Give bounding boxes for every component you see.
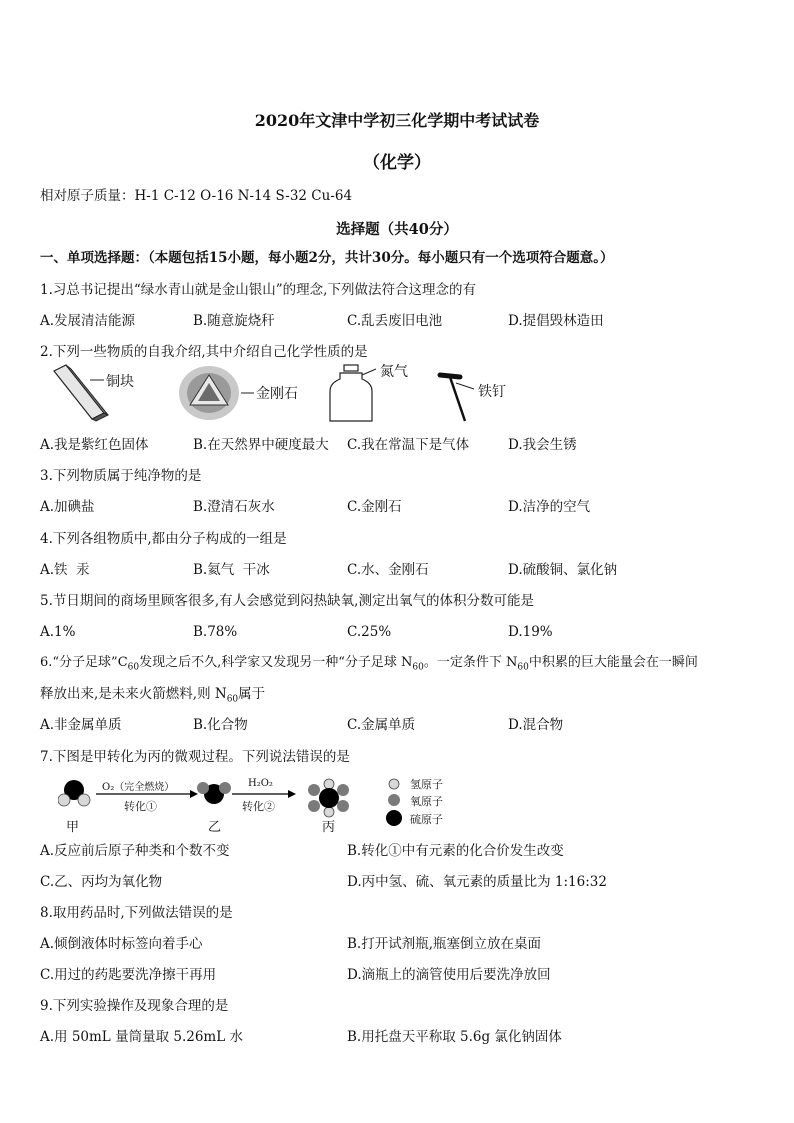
- exam-subtitle: （化学）: [363, 153, 431, 173]
- q1-option-c: C.乱丢废旧电池: [347, 313, 443, 329]
- q6-sub-4: 60: [226, 694, 239, 705]
- q7-option-a: A.反应前后原子种类和个数不变: [40, 843, 230, 859]
- q6-text-4: 中积累的巨大能量会在一瞬间: [528, 655, 698, 670]
- q1-option-a: A.发展清洁能源: [40, 313, 136, 329]
- exam-title: 2020年文津中学初三化学期中考试试卷: [254, 111, 540, 130]
- q7-stem: 7.下图是甲转化为丙的微观过程。下列说法错误的是: [40, 749, 350, 765]
- arrow1-top-label: O₂（完全燃烧）: [102, 782, 175, 793]
- q6-option-a: A.非金属单质: [40, 717, 122, 733]
- q2-option-a: A.我是紫红色固体: [40, 437, 149, 453]
- q3-option-a: A.加碘盐: [40, 499, 95, 515]
- nitrogen-label: 氮气: [380, 364, 408, 380]
- q2-option-b: B.在天然界中硬度最大: [193, 437, 329, 453]
- iron-nail-image: [440, 375, 474, 421]
- q6-text-5: 释放出来,是未来火箭燃料,则 N: [40, 686, 227, 702]
- atomic-mass-line: 相对原子质量：H-1 C-12 O-16 N-14 S-32 Cu-64: [40, 188, 353, 204]
- label-yi: 乙: [208, 820, 222, 835]
- copper-block-image: [54, 365, 108, 421]
- q6-option-b: B.化合物: [193, 717, 248, 733]
- q6-text-2: 发现之后不久,科学家又发现另一种“分子足球 N: [139, 655, 413, 670]
- q7-option-d: D.丙中氢、硫、氧元素的质量比为 1:16:32: [347, 874, 607, 890]
- q6-stem-line1: [40, 654, 698, 677]
- q6-sub-3: 60: [517, 662, 529, 673]
- q8-stem: 8.取用药品时,下列做法错误的是: [40, 905, 233, 921]
- legend-oxygen: 氧原子: [410, 795, 443, 808]
- q4-stem: 4.下列各组物质中,都由分子构成的一组是: [40, 531, 287, 547]
- q4-option-c: C.水、金刚石: [347, 562, 429, 578]
- q9-option-b: B.用托盘天平称取 5.6g 氯化钠固体: [347, 1029, 562, 1045]
- arrow2-top-label: H₂O₂: [248, 778, 273, 789]
- q3-stem: 3.下列物质属于纯净物的是: [40, 468, 202, 484]
- q6-text-6: 属于: [238, 686, 266, 702]
- q8-option-b: B.打开试剂瓶,瓶塞倒立放在桌面: [347, 936, 542, 952]
- q6-text-1: 6.“分子足球”C: [40, 655, 128, 670]
- nail-label: 铁钉: [478, 384, 506, 400]
- q7-diagram: [58, 776, 478, 834]
- q3-option-c: C.金刚石: [347, 499, 402, 515]
- q7-option-c: C.乙、丙均为氧化物: [40, 874, 163, 890]
- q1-stem: 1.习总书记提出“绿水青山就是金山银山”的理念,下列做法符合这理念的有: [40, 282, 476, 298]
- copper-label: 铜块: [106, 374, 134, 390]
- q6-sub-1: 60: [127, 662, 140, 673]
- section-title: 选择题（共40分）: [336, 221, 458, 238]
- legend-sulfur: 硫原子: [410, 813, 443, 826]
- arrow1-bottom-label: 转化①: [124, 800, 157, 813]
- q5-option-d: D.19%: [508, 624, 553, 640]
- q8-option-c: C.用过的药匙要洗净擦干再用: [40, 967, 217, 983]
- q5-option-a: A.1%: [40, 624, 76, 640]
- gas-bottle-image: [330, 365, 376, 421]
- q9-stem: 9.下列实验操作及现象合理的是: [40, 998, 229, 1014]
- q8-option-d: D.滴瓶上的滴管使用后要洗净放回: [347, 967, 551, 983]
- q4-option-a: A.铁 汞: [40, 562, 90, 578]
- q7-option-b: B.转化①中有元素的化合价发生改变: [347, 843, 564, 859]
- q1-option-d: D.提倡毁林造田: [508, 313, 604, 329]
- q4-option-d: D.硫酸铜、氯化钠: [508, 562, 618, 578]
- label-bing: 丙: [322, 820, 336, 835]
- label-jia: 甲: [66, 820, 80, 835]
- q5-stem: 5.节日期间的商场里顾客很多,有人会感觉到闷热缺氧,测定出氧气的体积分数可能是: [40, 593, 534, 609]
- q6-text-3: 。一定条件下 N: [423, 655, 518, 670]
- q2-images: [44, 363, 524, 423]
- q6-stem-line2: [40, 685, 265, 709]
- q3-option-d: D.洁净的空气: [508, 499, 591, 515]
- q5-option-c: C.25%: [347, 624, 392, 640]
- q2-stem: 2.下列一些物质的自我介绍,其中介绍自己化学性质的是: [40, 344, 368, 360]
- diamond-label: 金刚石: [256, 386, 298, 402]
- part1-heading: 一、单项选择题：（本题包括15小题，每小题2分，共计30分。每小题只有一个选项符合题意。）: [40, 250, 614, 266]
- q6-option-d: D.混合物: [508, 717, 564, 733]
- q9-option-a: A.用 50mL 量筒量取 5.26mL 水: [40, 1029, 243, 1045]
- q1-option-b: B.随意旋烧秆: [193, 313, 275, 329]
- q2-option-d: D.我会生锈: [508, 437, 577, 453]
- q4-option-b: B.氦气 干冰: [193, 562, 270, 578]
- arrow2-bottom-label: 转化②: [242, 800, 275, 813]
- q2-option-c: C.我在常温下是气体: [347, 437, 470, 453]
- q3-option-b: B.澄清石灰水: [193, 499, 275, 515]
- legend-hydrogen: 氢原子: [410, 778, 443, 791]
- diamond-image: [179, 366, 254, 420]
- q5-option-b: B.78%: [193, 624, 238, 640]
- q8-option-a: A.倾倒液体时标签向着手心: [40, 936, 203, 952]
- q6-sub-2: 60: [412, 662, 424, 673]
- q6-option-c: C.金属单质: [347, 717, 416, 733]
